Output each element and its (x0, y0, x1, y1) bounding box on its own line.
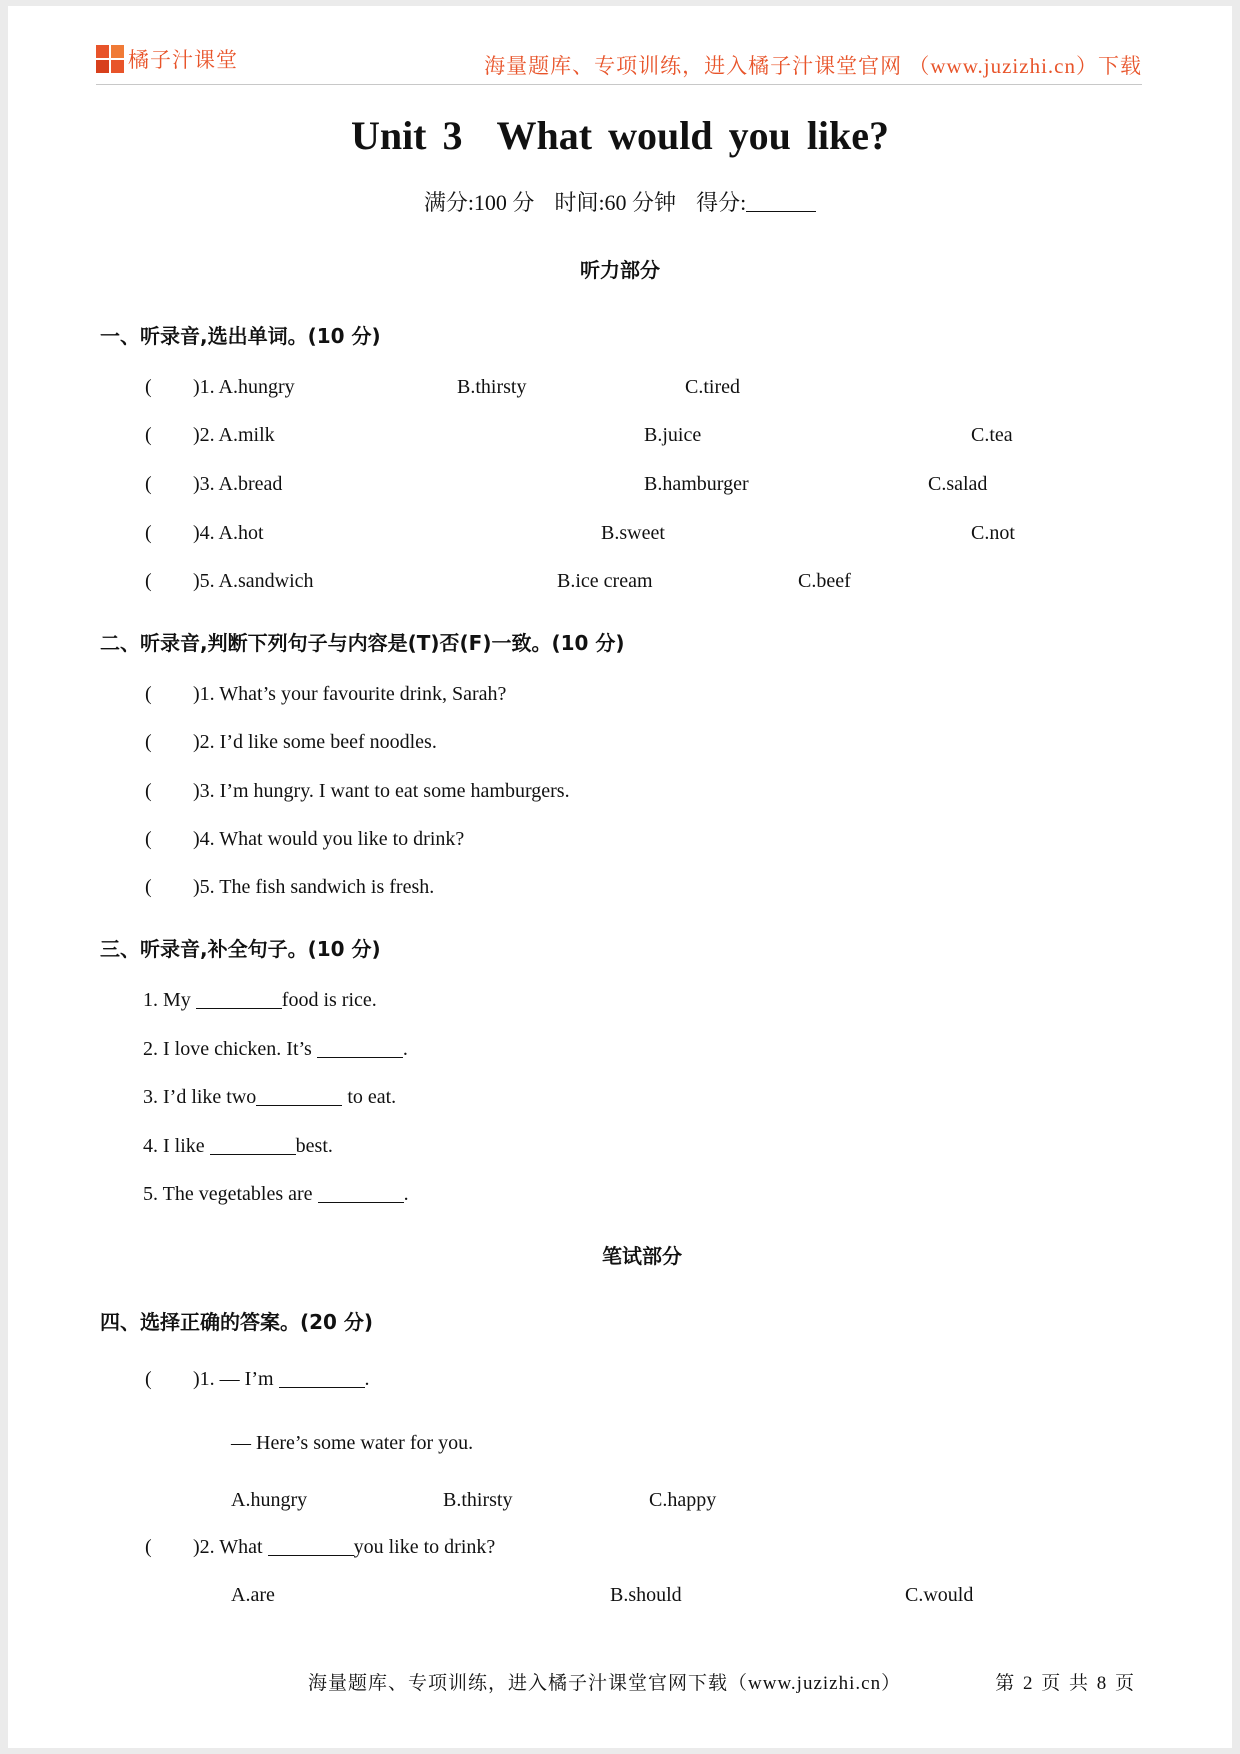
sentence-start: 2. I love chicken. It’s (143, 1038, 317, 1060)
sentence-start: 3. I’d like two (143, 1086, 257, 1108)
answer-paren[interactable]: ( (145, 1368, 152, 1390)
section-3-heading: 三、听录音,补全句子。(10 分) (100, 937, 381, 961)
sentence-end: . (403, 1183, 409, 1205)
answer-paren[interactable]: ( (145, 473, 152, 495)
option-c: C.beef (798, 570, 851, 592)
sentence-start: 4. I like (143, 1135, 210, 1157)
answer-paren[interactable]: ( (145, 780, 152, 802)
option-b: B.should (610, 1584, 682, 1606)
option-b: B.sweet (601, 522, 665, 544)
title-unit: Unit 3 (350, 113, 463, 158)
option-a: A.hungry (231, 1489, 308, 1511)
score-blank[interactable] (746, 211, 816, 212)
statement: )5. The fish sandwich is fresh. (193, 876, 435, 898)
option-c: C.salad (928, 473, 988, 495)
option-c: C.tired (685, 376, 740, 398)
logo-text: 橘子汁课堂 (128, 48, 238, 72)
answer-paren[interactable]: ( (145, 570, 152, 592)
option-c: C.not (971, 522, 1015, 544)
question-line (193, 1368, 370, 1391)
s3-item-2 (143, 1038, 408, 1061)
section-4-heading: 四、选择正确的答案。(20 分) (100, 1310, 374, 1334)
option-c: C.happy (649, 1489, 717, 1511)
page-number: 第 2 页 共 8 页 (995, 1673, 1136, 1694)
option-a: )4. A.hot (193, 522, 264, 544)
part-writing: 笔试部分 (602, 1244, 682, 1268)
sentence-end: best. (295, 1135, 333, 1157)
page-title (8, 112, 1232, 159)
answer-paren[interactable]: ( (145, 876, 152, 898)
answer-paren[interactable]: ( (145, 376, 152, 398)
s3-item-3 (143, 1086, 396, 1109)
answer-blank[interactable] (210, 1154, 296, 1155)
option-b: B.hamburger (644, 473, 749, 495)
logo (96, 44, 238, 74)
sentence-end: food is rice. (281, 989, 377, 1011)
answer-blank[interactable] (196, 1008, 282, 1009)
full-score: 满分:100 分 (423, 190, 535, 215)
statement: )4. What would you like to drink? (193, 828, 465, 850)
answer-paren[interactable]: ( (145, 828, 152, 850)
worksheet-page (8, 6, 1232, 1748)
s3-item-4 (143, 1135, 333, 1158)
logo-icon (96, 45, 124, 73)
sentence-start: 1. My (143, 989, 196, 1011)
title-name: What would you like? (496, 113, 890, 158)
answer-blank[interactable] (268, 1555, 354, 1556)
option-a: )2. A.milk (193, 424, 275, 446)
reply-line: — Here’s some water for you. (231, 1432, 474, 1454)
s3-item-5 (143, 1183, 409, 1206)
answer-paren[interactable]: ( (145, 1536, 152, 1558)
footer-text: 海量题库、专项训练，进入橘子汁课堂官网下载（www.juzizhi.cn） (308, 1673, 902, 1694)
time-limit: 时间:60 分钟 (554, 190, 677, 215)
option-a: )5. A.sandwich (193, 570, 314, 592)
option-a: )3. A.bread (193, 473, 283, 495)
sentence-start: 5. The vegetables are (143, 1183, 318, 1205)
answer-paren[interactable]: ( (145, 522, 152, 544)
sentence-end: . (402, 1038, 408, 1060)
option-c: C.tea (971, 424, 1013, 446)
header-divider (96, 84, 1142, 85)
answer-paren[interactable]: ( (145, 424, 152, 446)
score-label: 得分: (696, 190, 747, 215)
header-slogan: 海量题库、专项训练，进入橘子汁课堂官网 （www.juzizhi.cn）下载 (484, 54, 1142, 78)
statement: )3. I’m hungry. I want to eat some hamburgers. (193, 780, 570, 802)
option-b: B.juice (644, 424, 702, 446)
question-line (193, 1536, 495, 1559)
answer-blank[interactable] (256, 1105, 342, 1106)
answer-blank[interactable] (317, 1057, 403, 1058)
part-listening: 听力部分 (580, 258, 660, 282)
question-start: )1. — I’m (193, 1368, 279, 1390)
statement: )1. What’s your favourite drink, Sarah? (193, 683, 507, 705)
option-a: )1. A.hungry (193, 376, 295, 398)
section-1-heading: 一、听录音,选出单词。(10 分) (100, 324, 381, 348)
answer-paren[interactable]: ( (145, 731, 152, 753)
statement: )2. I’d like some beef noodles. (193, 731, 437, 753)
option-b: B.thirsty (443, 1489, 513, 1511)
answer-blank[interactable] (279, 1387, 365, 1388)
question-end: you like to drink? (353, 1536, 496, 1558)
s3-item-1 (143, 989, 377, 1012)
question-start: )2. What (193, 1536, 268, 1558)
question-end: . (364, 1368, 370, 1390)
option-b: B.ice cream (557, 570, 653, 592)
section-2-heading: 二、听录音,判断下列句子与内容是(T)否(F)一致。(10 分) (100, 631, 625, 655)
answer-paren[interactable]: ( (145, 683, 152, 705)
answer-blank[interactable] (318, 1202, 404, 1203)
option-a: A.are (231, 1584, 275, 1606)
sentence-end: to eat. (342, 1086, 397, 1108)
option-b: B.thirsty (457, 376, 527, 398)
option-c: C.would (905, 1584, 974, 1606)
score-line (8, 186, 1232, 217)
